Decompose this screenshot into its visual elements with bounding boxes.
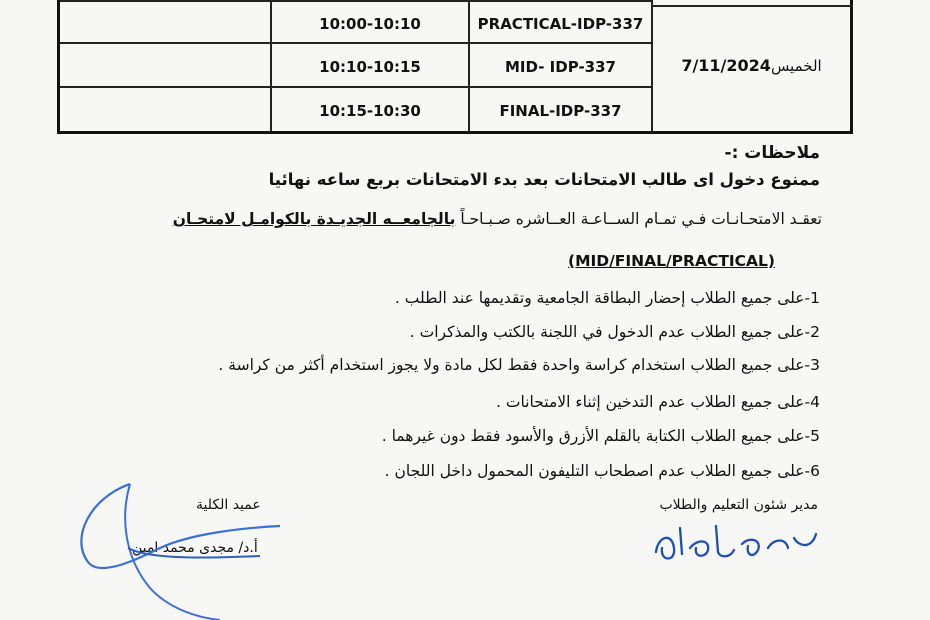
rule-item: 5-على جميع الطلاب الكتابة بالقلم الأزرق والأسود فقط دون غيرهما .	[381, 427, 820, 445]
table-cell-time: 10:00-10:10	[319, 15, 421, 33]
exam-date: 7/11/2024	[681, 56, 771, 75]
notes-warning: ممنوع دخول اى طالب الامتحانات بعد بدء الامتحانات بربع ساعه نهائيا	[268, 170, 820, 189]
left-signatory-name: أ.د/ مجدى محمد امين	[132, 540, 258, 556]
left-signature-scribble	[70, 478, 310, 620]
table-cell-exam: PRACTICAL-IDP-337	[477, 15, 644, 33]
schedule-table	[57, 0, 853, 134]
rule-item: 4-على جميع الطلاب عدم التدخين إثناء الامتحانات .	[496, 393, 820, 411]
exam-types: (MID/FINAL/PRACTICAL)	[568, 252, 776, 270]
right-signatory-title: مدير شئون التعليم والطلاب	[659, 497, 818, 513]
notes-venue	[173, 210, 822, 228]
notes-title: ملاحظات :-	[724, 143, 820, 163]
rule-item: 6-على جميع الطلاب عدم اصطحاب التليفون المحمول داخل اللجان .	[384, 462, 820, 480]
rule-item: 2-على جميع الطلاب عدم الدخول في اللجنة بالكتب والمذكرات .	[409, 323, 820, 341]
exam-day: الخميس	[770, 56, 822, 75]
table-divider	[60, 0, 653, 2]
table-cell-time: 10:10-10:15	[319, 58, 421, 76]
rule-item: 1-على جميع الطلاب إحضار البطاقة الجامعية وتقديمها عند الطلب .	[394, 289, 820, 307]
right-signature	[650, 518, 820, 570]
rule-item: 3-على جميع الطلاب استخدام كراسة واحدة فقط لكل مادة ولا يجوز استخدام أكثر من كراسة .	[218, 356, 820, 374]
venue-prefix: تعقـد الامتحـانـات فـي تمـام الســاعـة العــاشره صـبـاحـاً	[455, 210, 822, 228]
venue-highlight: بالجامعــه الجديـدة بالكوامـل لامتحـان	[172, 210, 456, 228]
table-cell-exam: MID- IDP-337	[505, 58, 616, 76]
table-cell-time: 10:15-10:30	[319, 101, 421, 120]
table-cell-exam: FINAL-IDP-337	[499, 101, 622, 120]
table-cell-day	[653, 0, 850, 131]
left-signatory-title: عميد الكلية	[196, 497, 261, 513]
